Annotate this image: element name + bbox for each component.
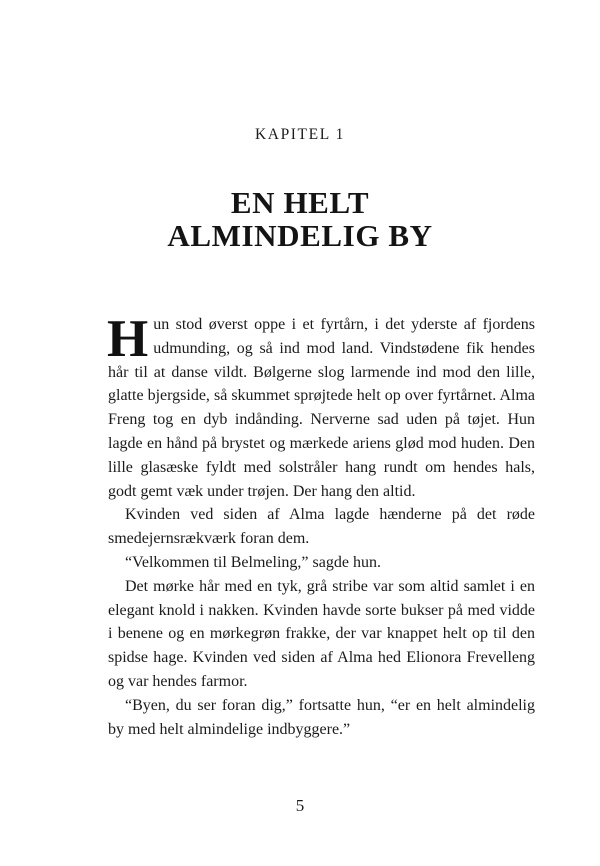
chapter-label: KAPITEL 1 [254,126,346,143]
paragraph-3: “Velkommen til Belmeling,” sagde hun. [125,553,381,571]
chapter-title [0,186,600,252]
paragraph-5: “Byen, du ser foran dig,” fortsatte hun, “er en helt almindelig by med helt almindelige indbyggere.” [108,696,535,738]
paragraph-1 [107,310,535,503]
page-number: 5 [295,796,305,815]
paragraph-4: Det mørke hår med en tyk, grå stribe var som altid samlet i en elegant knold i nakken. Kvinden havde sorte bukser på med vidde i benene og en mørkegrøn frakke, der var knappet helt op til den spidse hage. Kvinden ved siden af Alma hed Elionora Frevelleng og var hendes farmor. [108,577,535,690]
drop-cap: H [107,310,149,368]
paragraph-2: Kvinden ved siden af Alma lagde hænderne på det røde smedejernsrækværk foran dem. [108,506,535,548]
chapter-body [107,310,535,741]
paragraph-1-text: un stod øverst oppe i et fyrtårn, i det yderste af fjordens udmunding, og så ind mod land. Vindstødene fik hendes hår til at danse vildt. Bølgerne slog larmende ind mod den lille, glatte bjergside, så skummet sprøjtede helt op over fyrtårnet. Alma Freng tog en dyb indånding. Nerverne sad uden på tøjet. Hun lagde en hånd på brystet og mærkede ariens glød mod huden. Den lille glasæske fyldt med solstråler hang rundt om hendes hals, godt gemt væk under trøjen. Der hang den altid. [108,316,535,500]
chapter-title-line-2: ALMINDELIG BY [167,218,433,253]
chapter-title-line-1: EN HELT [230,185,370,220]
